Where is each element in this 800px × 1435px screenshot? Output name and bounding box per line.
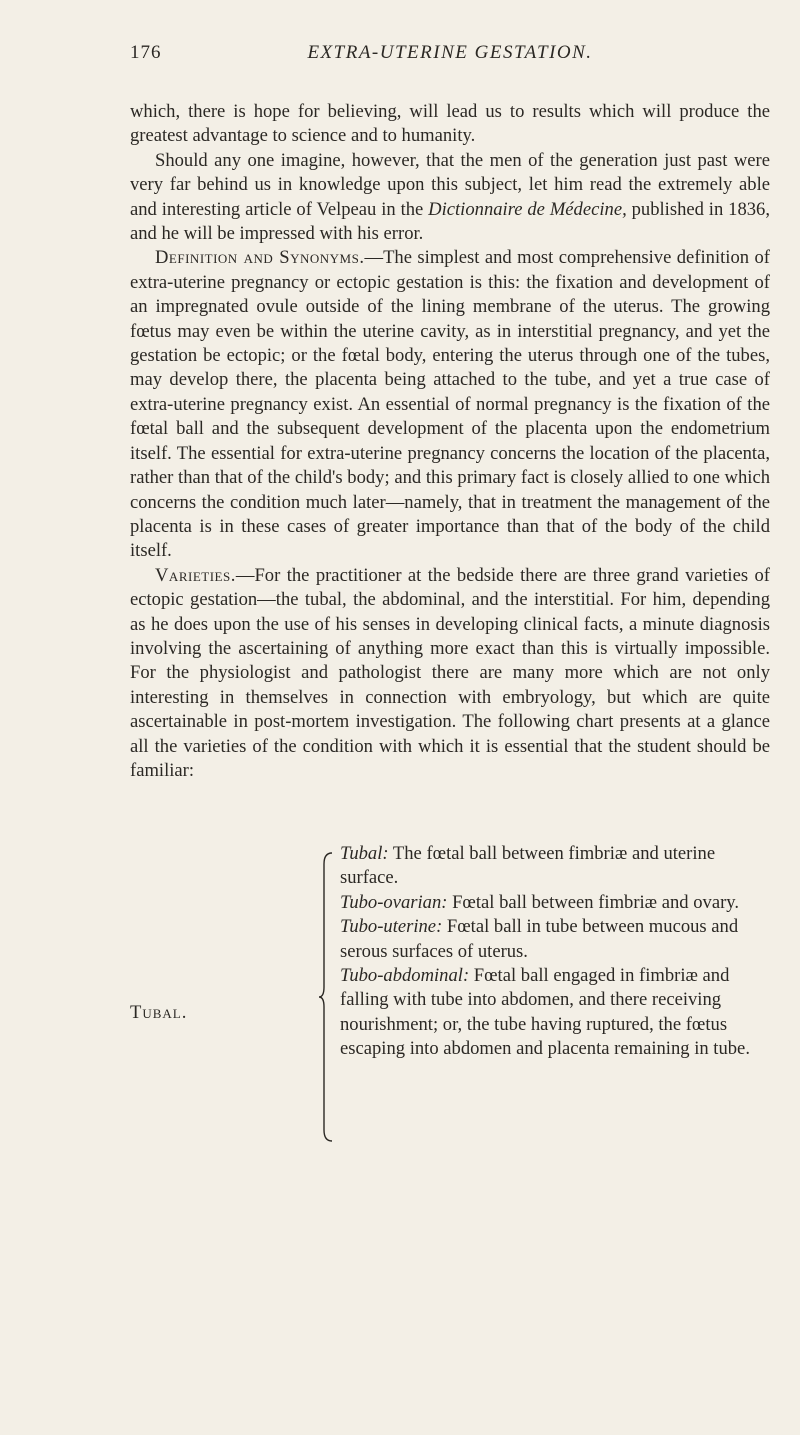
variety-description: The fœtal ball between fimbriæ and uterine surface. [340,843,716,889]
paragraph-definition [130,246,770,563]
tubal-varieties-list [340,842,770,1062]
running-title: EXTRA-UTERINE GESTATION. [307,42,593,63]
varieties-text: —For the practitioner at the bedside there are three grand varieties of ectopic gestation—the tubal, the abdominal, and the interstitial. For him, depending as he does upon the use of his senses in developing clinical facts, a minute diagnosis involving the ascertaining of anything more exact than this is virtually impossible. For the physiologist and pathologist there are many more which are not only interesting in themselves in connection with embryology, but which are quite ascertainable in post-mortem investigation. The following chart presents at a glance all the varieties of the condition with which it is essential that the student should be familiar: [130,564,770,781]
paragraph-2-text-a: Should any one imagine, however, that the men of the generation just past were very far behind us in knowledge upon this subject, let him read the extremely able and interesting article of Velpeau in the [130,149,770,220]
paragraph-varieties [130,564,770,784]
list-item [340,964,770,1062]
page-header [130,42,770,72]
tubal-chart [130,842,770,1192]
variety-term: Tubo-uterine: [340,916,443,938]
variety-description: Fœtal ball engaged in fimbriæ and falling with tube into abdomen, and there receiving nourishment; or, the tube having ruptured, the fœtus escaping into abdomen and placenta remaining in tube. [340,965,750,1060]
list-item [340,842,770,891]
variety-term: Tubal: [340,843,389,864]
page-number: 176 [130,42,162,63]
variety-term: Tubo-abdominal: [340,965,470,987]
curly-brace-icon [318,852,338,1142]
variety-description: Fœtal ball in tube between mucous and serous surfaces of uterus. [340,916,739,962]
tubal-label: Tubal. [130,1002,188,1023]
definition-text: —The simplest and most comprehensive definition of extra-uterine pregnancy or ectopic gestation is this: the fixation and development of an impregnated ovule outside of the lining membrane of the uterus. The growing fœtus may even be within the uterine cavity, as in interstitial pregnancy, and yet the gestation be ectopic; or the fœtal body, entering the uterus through one of the tubes, may develop there, the placenta being attached to the tube, and yet a true case of extra-uterine pregnancy exist. An essential of normal pregnancy is the fixation of the fœtal ball and the subsequent development of the placenta upon the endometrium itself. The essential for extra-uterine pregnancy concerns the location of the placenta, rather than that of the child's body; and this primary fact is closely allied to one which concerns the condition much later—namely, that in treatment the management of the placenta is in these cases of greater importance than that of the body of the child itself. [130,247,770,562]
list-item [340,915,770,964]
variety-description: Fœtal ball between fimbriæ and ovary. [447,891,740,913]
body-text [130,100,770,783]
paragraph-continuation [130,100,770,149]
paragraph-velpeau [130,149,770,247]
paragraph-2-text-b: published in 1836, and he will be impressed with his error. [130,198,770,245]
varieties-heading: Varieties. [155,564,236,586]
variety-term: Tubo-ovarian: [340,891,448,913]
definition-heading: Definition and Synonyms. [155,247,365,269]
dictionary-title: Dictionnaire de Médecine, [428,198,627,220]
list-item [340,891,770,915]
paragraph-1-text: which, there is hope for believing, will lead us to results which will produce the greatest advantage to science and to humanity. [130,101,770,147]
